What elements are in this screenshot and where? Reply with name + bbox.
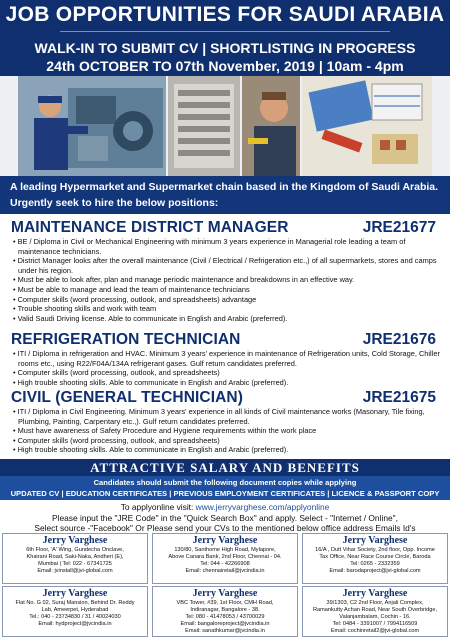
intro-line-2: Urgently seek to hire the below positions: xyxy=(10,197,219,209)
office-address-line: Indiranagar, Bangalore - 38. xyxy=(190,607,260,613)
office-name: Jerry Varghese xyxy=(342,588,408,599)
office-phone: Tel: 080 - 41478053 / 43700029 xyxy=(185,614,265,620)
office-card-chennai xyxy=(152,533,298,584)
requirement-item: • Computer skills (word processing, outlook, and spreadsheets) xyxy=(13,436,441,446)
office-email[interactable]: Email: barodaproject@jvi-global.com xyxy=(329,568,421,574)
job-code: JRE21676 xyxy=(362,331,436,348)
job-requirements xyxy=(13,349,441,387)
office-address-line: Ramankutty Achan Road, Near South Overbridge, xyxy=(312,607,438,613)
office-address-line: 39/1303, C2 2nd Floor, Anjali Complex, xyxy=(326,600,424,606)
office-email[interactable]: Email: cochinretail2@jvi-global.com xyxy=(330,628,420,634)
office-contacts xyxy=(2,533,448,638)
photo-air-vent xyxy=(168,76,240,176)
photo-hvac-technician xyxy=(18,76,166,176)
intro-banner xyxy=(0,176,450,214)
requirement-item: • Valid Saudi Driving license. Able to communicate in English and Arabic (preferred). xyxy=(13,314,441,324)
requirement-item: • Must be able to manage and lead the team of maintenance technicians xyxy=(13,285,441,295)
intro-line-1: A leading Hypermarket and Supermarket chain based in the Kingdom of Saudi Arabia. xyxy=(10,181,439,193)
office-address-line: Above Canara Bank, 2nd Floor, Chennai - 04. xyxy=(168,554,282,560)
office-email[interactable]: Email: hydproject@jvcindia.in xyxy=(38,621,112,627)
requirement-item: • Computer skills (word processing, outlook, and spreadsheets) advantage xyxy=(13,295,441,305)
benefits-heading: ATTRACTIVE SALARY AND BENEFITS xyxy=(0,459,450,476)
office-card-bangalore xyxy=(152,586,298,637)
requirement-item: • Computer skills (word processing, outlook, and spreadsheets) xyxy=(13,368,441,378)
requirement-item: • High trouble shooting skills. Able to communicate in English and Arabic (preferred). xyxy=(13,378,441,388)
office-address-line: 6th Floor, 'A' Wing, Gundecha Onclave, xyxy=(26,547,124,553)
documents-required xyxy=(0,476,450,500)
walkin-dates: 24th OCTOBER TO 07th November, 2019 | 10am - 4pm xyxy=(46,58,404,74)
job-title: REFRIGERATION TECHNICIAN xyxy=(11,331,241,348)
office-phone: Mumbai | Tel: 022 - 67341725 xyxy=(38,561,112,567)
office-address-line: Valanjambalam, Cochin - 16. xyxy=(339,614,411,620)
office-address-line: Flat No. G 02, Suraj Mansion, Behind Dr. Reddy xyxy=(15,600,135,606)
requirement-item: • Must have awareness of Safety Procedure and Hygiene requirements within the work place xyxy=(13,426,441,436)
office-name: Jerry Varghese xyxy=(42,535,108,546)
documents-list: UPDATED CV | EDUCATION CERTIFICATES | PREVIOUS EMPLOYMENT CERTIFICATES | LICENCE & PASSPORT COPY xyxy=(10,489,440,498)
photo-construction-tools xyxy=(302,76,432,176)
apply-instructions xyxy=(0,502,450,534)
job-requirements xyxy=(13,237,441,323)
documents-intro: Candidates should submit the following document copies while applying xyxy=(93,478,357,487)
requirement-item: • District Manager looks after the overall maintenance (Civil / Electrical / Refrigeration etc.,) of all supermarkets, stores and camps under his region. xyxy=(13,256,441,275)
office-address-line: 130/80, Santhome High Road, Mylapore, xyxy=(174,547,276,553)
office-phone: Tel: 044 - 42266908 xyxy=(200,561,250,567)
office-address-line: Lab, Ameerpet, Hyderabad xyxy=(41,607,109,613)
requirement-item: • Must be able to look after, plan and manage periodic maintenance and breakdowns in an effective way. xyxy=(13,275,441,285)
office-email[interactable]: Email: chennairetail@jvcindia.in xyxy=(185,568,265,574)
page-title: JOB OPPORTUNITIES FOR SAUDI ARABIA xyxy=(5,3,445,26)
requirement-item: • ITI / Diploma in refrigeration and HVAC. Minimum 3 years' experience in maintenance of Refrigeration units, Cold Storage, Chiller rooms etc., using R22/F04A/134A refrigerant gases. Gulf return candidates preferred. xyxy=(13,349,441,368)
office-phone: Tel: 0265 - 2332359 xyxy=(350,561,400,567)
requirement-item: • Trouble shooting skills and work with team xyxy=(13,304,441,314)
apply-online-line xyxy=(0,502,450,513)
page-subtitle: WALK-IN TO SUBMIT CV | SHORTLISTING IN PROGRESS xyxy=(34,40,416,56)
office-address-line: Tax Office, Near Race Course Circle, Baroda xyxy=(319,554,431,560)
office-address-line: 16/A , Dutt Vihar Society, 2nd floor, Opp. Income xyxy=(315,547,435,553)
job-maintenance-district-manager xyxy=(0,219,450,332)
job-requirements xyxy=(13,407,441,455)
office-name: Jerry Varghese xyxy=(342,535,408,546)
requirement-item: • BE / Diploma in Civil or Mechanical Engineering with minimum 3 years experience in Managerial role leading a team of maintenance technicians. xyxy=(13,237,441,256)
office-name: Jerry Varghese xyxy=(192,535,258,546)
office-email[interactable]: Email: jvinstall@jvi-global.com xyxy=(37,568,113,574)
office-card-cochin xyxy=(302,586,448,637)
office-email[interactable]: Email: sanathkumar@jvcindia.in xyxy=(185,628,265,634)
job-code: JRE21675 xyxy=(362,389,436,406)
job-title: MAINTENANCE DISTRICT MANAGER xyxy=(11,219,289,236)
office-name: Jerry Varghese xyxy=(192,588,258,599)
apply-online-prefix: To applyonline visit: xyxy=(120,502,194,512)
office-address-line: VBC Tower, #39, 1st Floor, CMH Road, xyxy=(176,600,274,606)
photo-electrician xyxy=(242,76,300,176)
apply-online-link[interactable]: www.jerryvarghese.com/applyonline xyxy=(195,502,330,512)
apply-instruction-line: Please input the "JRE Code" in the "Quick Search Box" and apply. Select - "Internet / Online", xyxy=(52,512,398,523)
office-card-mumbai xyxy=(2,533,148,584)
requirement-item: • High trouble shooting skills. Able to communicate in English and Arabic (preferred). xyxy=(13,445,441,455)
job-civil-general-technician xyxy=(0,389,450,459)
job-refrigeration-technician xyxy=(0,331,450,391)
office-card-baroda xyxy=(302,533,448,584)
job-code: JRE21677 xyxy=(362,219,436,236)
apply-source-line: Select source -"Facebook" Or Please send your CVs to the mentioned below office address Emails Id's xyxy=(34,523,416,534)
photo-strip xyxy=(0,76,450,176)
requirement-item: • ITI / Diploma in Civil Engineering. Minimum 3 years' experience in all kinds of Civil maintenance works (Masonary, Tile fixing, Plumbing, Painting, Carpentary etc.,). Gulf return candidates preferred. xyxy=(13,407,441,426)
office-email[interactable]: Email: bangaloreproject@jvcindia.in xyxy=(180,621,270,627)
office-name: Jerry Varghese xyxy=(42,588,108,599)
office-address-line: Khairani Road, Saki-Naka, Andheri (E), xyxy=(26,554,124,560)
office-phone: Tel: 0484 - 3391007 / 7994116509 xyxy=(332,621,418,627)
office-phone: Tel.: 040 - 23734830 / 31 / 40024030 xyxy=(29,614,121,620)
header-divider xyxy=(60,31,390,32)
office-card-hyderabad xyxy=(2,586,148,637)
job-title: CIVIL (GENERAL TECHNICIAN) xyxy=(11,389,243,406)
